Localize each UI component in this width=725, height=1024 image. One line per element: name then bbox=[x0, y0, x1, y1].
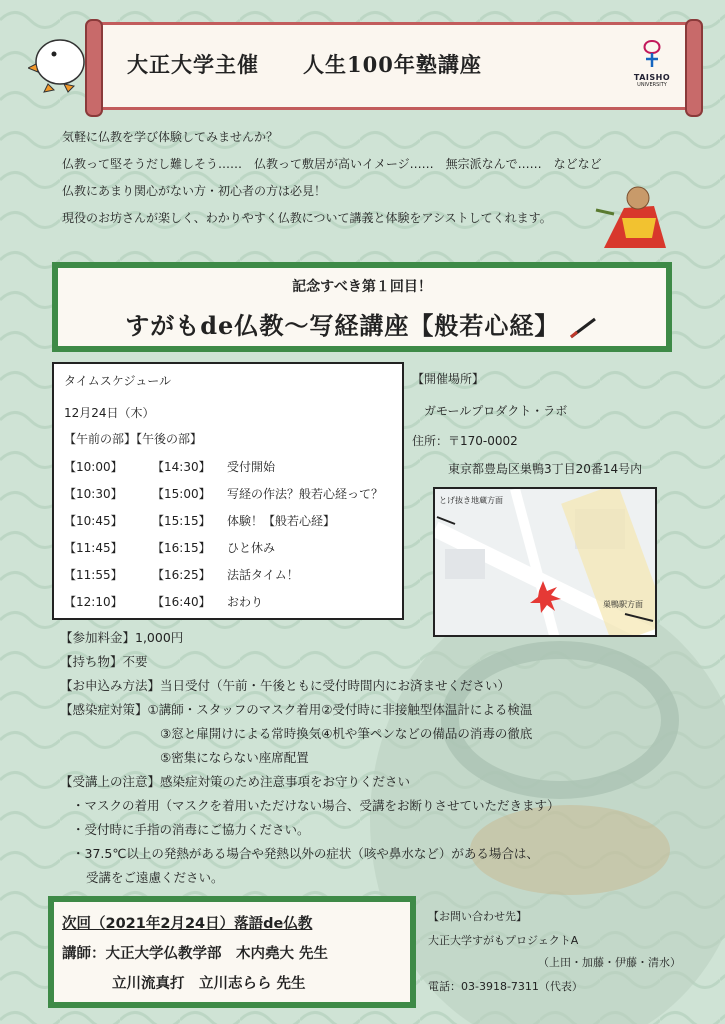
note-1: ・マスクの着用（マスクを着用いただけない場合、受講をお断りさせていただきます） bbox=[72, 798, 560, 813]
pm-time: 【15:15】 bbox=[152, 514, 211, 528]
event-title bbox=[58, 306, 666, 341]
contact-members: （上田・加藤・伊藤・清水） bbox=[538, 956, 681, 969]
logo-text: TAISHO bbox=[633, 73, 671, 82]
logo-subtext: UNIVERSITY bbox=[637, 82, 667, 88]
activity: 体験！【般若心経】 bbox=[227, 514, 336, 528]
taisho-logo-icon bbox=[638, 39, 666, 69]
schedule-date: 12月24日（木） bbox=[64, 406, 155, 420]
fee: 【参加料金】1,000円 bbox=[60, 630, 184, 645]
items: 【持ち物】不要 bbox=[60, 654, 148, 669]
am-time: 【12:10】 bbox=[64, 595, 123, 609]
header-scroll bbox=[95, 22, 693, 110]
notes-heading: 【受講上の注意】感染症対策のため注意事項をお守りください bbox=[60, 774, 411, 789]
activity: 受付開始 bbox=[227, 460, 276, 474]
infection-measures-2: ③窓と扉開けによる常時換気④机や筆ペンなどの備品の消毒の徹底 bbox=[160, 726, 533, 741]
pm-time: 【16:25】 bbox=[152, 568, 211, 582]
schedule-heading: タイムスケジュール bbox=[64, 374, 172, 388]
page-title: 大正大学主催 人生100年塾講座 bbox=[127, 52, 482, 77]
map-label-right: 巣鴨駅方面 bbox=[603, 600, 643, 609]
pm-time: 【16:40】 bbox=[152, 595, 211, 609]
activity: ひと休み bbox=[227, 541, 276, 555]
university-logo bbox=[625, 39, 679, 88]
monk-illustration-icon bbox=[594, 178, 670, 250]
apply-method: 【お申込み方法】当日受付（午前・午後ともに受付時間内にお済ませください） bbox=[60, 678, 511, 693]
venue-name: ガモールプロダクト・ラボ bbox=[424, 404, 568, 418]
pm-time: 【16:15】 bbox=[152, 541, 211, 555]
note-3: ・37.5℃以上の発熱がある場合や発熱以外の症状（咳や鼻水など）がある場合は、 bbox=[72, 846, 539, 861]
intro-line-3: 仏教にあまり関心がない方・初心者の方は必見！ bbox=[62, 184, 327, 198]
schedule-columns: 【午前の部】【午後の部】 bbox=[64, 432, 203, 446]
brush-pen-icon bbox=[569, 317, 599, 339]
event-banner bbox=[52, 262, 672, 352]
am-time: 【11:45】 bbox=[64, 541, 123, 555]
am-time: 【10:45】 bbox=[64, 514, 123, 528]
note-2: ・受付時に手指の消毒にご協力ください。 bbox=[72, 822, 310, 837]
infection-measures-1: 【感染症対策】①講師・スタッフのマスク着用②受付時に非接触型体温計による検温 bbox=[60, 702, 533, 717]
map-label-left: とげ抜き地蔵方面 bbox=[439, 496, 503, 505]
map-graphic bbox=[435, 489, 657, 637]
am-time: 【10:00】 bbox=[64, 460, 123, 474]
contact-phone: 電話：03-3918-7311（代表） bbox=[428, 980, 583, 993]
activity: おわり bbox=[227, 595, 264, 609]
infection-measures-3: ⑤密集にならない座席配置 bbox=[160, 750, 309, 765]
next-event-box bbox=[48, 896, 416, 1008]
scroll-right-roll bbox=[685, 19, 703, 117]
time-schedule bbox=[52, 362, 404, 620]
event-subtitle: 記念すべき第１回目！ bbox=[292, 279, 432, 295]
contact-heading: 【お問い合わせ先】 bbox=[428, 910, 527, 923]
pm-time: 【15:00】 bbox=[152, 487, 211, 501]
event-title-text: すがもde仏教〜写経講座【般若心経】 bbox=[125, 311, 560, 340]
venue-heading: 【開催場所】 bbox=[412, 372, 485, 386]
intro-line-2: 仏教って堅そうだし難しそう…… 仏教って敷居が高いイメージ…… 無宗派なんで…… などなど bbox=[62, 157, 602, 171]
pm-time: 【14:30】 bbox=[152, 460, 211, 474]
scroll-left-roll bbox=[85, 19, 103, 117]
note-4: 受講をご遠慮ください。 bbox=[86, 870, 224, 885]
activity: 写経の作法？般若心経って？ bbox=[227, 487, 384, 501]
venue-map[interactable] bbox=[433, 487, 657, 637]
activity: 法話タイム！ bbox=[227, 568, 299, 582]
am-time: 【10:30】 bbox=[64, 487, 123, 501]
venue-address: 東京都豊島区巣鴨3丁目20番14号内 bbox=[448, 462, 643, 476]
next-lecturer-2: 立川流真打 立川志らら 先生 bbox=[112, 976, 306, 992]
intro-line-1: 気軽に仏教を学び体験してみませんか？ bbox=[62, 130, 279, 144]
next-lecturer-1: 講師：大正大学仏教学部 木内堯大 先生 bbox=[62, 946, 329, 962]
next-event-title: 次回（2021年2月24日）落語de仏教 bbox=[62, 916, 313, 932]
venue-postal: 住所：〒170-0002 bbox=[412, 434, 518, 448]
am-time: 【11:55】 bbox=[64, 568, 123, 582]
intro-line-4: 現役のお坊さんが楽しく、わかりやすく仏教について講義と体験をアシストしてくれます。 bbox=[62, 211, 552, 225]
contact-org: 大正大学すがもプロジェクトA bbox=[428, 934, 579, 947]
